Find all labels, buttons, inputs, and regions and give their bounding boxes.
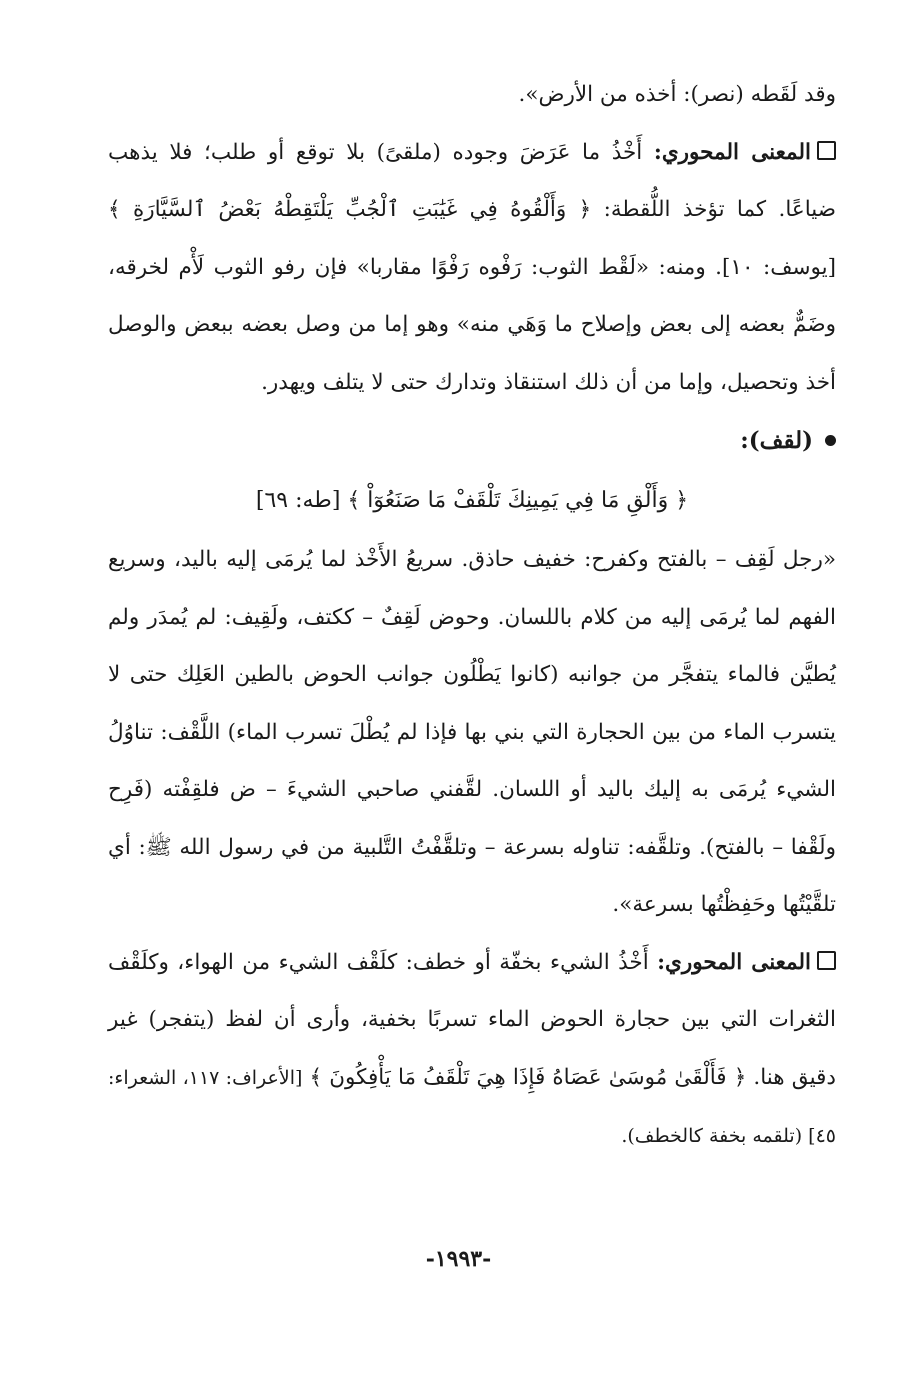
- quran-verse-text: ﴿ وَأَلْقِ مَا فِي يَمِينِكَ تَلْقَفْ مَا صَنَعُوٓاْ ﴾ [طه: ٦٩]: [255, 488, 689, 513]
- page-number: -١٩٩٣-: [425, 1246, 492, 1272]
- section-heading-text: (لقف):: [740, 427, 813, 454]
- paragraph-1-text: وقد لَقَطه (نصر): أخذه من الأرض».: [518, 82, 836, 107]
- square-bullet-icon: [817, 951, 836, 970]
- page-body: [108, 66, 836, 1166]
- quran-verse: [108, 471, 836, 531]
- paragraph-3: [108, 531, 836, 934]
- section-heading: [108, 411, 836, 471]
- paragraph-2-label: المعنى المحوري:: [653, 139, 811, 165]
- paragraph-2-text: أَخْذُ ما عَرَضَ وجوده (ملقىً) بلا توقع أو طلب؛ فلا يذهب ضياعًا. كما تؤخذ اللُّقطة: ﴿ وَأَلْقُوهُ فِي غَيَٰبَتِ ٱلْجُبِّ يَلْتَقِطْهُ بَعْضُ ٱلسَّيَّارَةِ ﴾ [يوسف: ١٠]. ومنه: «لَقْط الثوب: رَفْوه رَفْوًا مقاربا» فإن رفو الثوب لَأْم لخرقه، وضَمٌّ بعضه إلى بعض وإصلاح ما وَهَي منه» وهو إما من وصل بعضه ببعض والوصل أخذ وتحصيل، وإما من أن ذلك استنقاذ وتدارك حتى لا يتلف ويهدر.: [108, 139, 836, 395]
- paragraph-4-text: أَخْذُ الشيء بخفّة أو خطف: كلَقْف الشيء من الهواء، وكلَقْف الثغرات التي بين حجارة الحوض الماء تسربًا بخفية، وأرى أن لفظ (يتفجر) غير دقيق هنا. ﴿ فَأَلْقَىٰ مُوسَىٰ عَصَاهُ فَإِذَا هِيَ تَلْقَفُ مَا يَأْفِكُونَ ﴾: [108, 949, 837, 1090]
- paragraph-2: [108, 124, 836, 412]
- square-bullet-icon: [817, 141, 836, 160]
- paragraph-4: [108, 934, 836, 1166]
- round-bullet-icon: [825, 435, 836, 446]
- paragraph-4-reference: [الأعراف: ١١٧، الشعراء: ٤٥] (تلقمه بخفة كالخطف).: [108, 1066, 836, 1147]
- paragraph-1: [108, 66, 836, 124]
- paragraph-3-text: «رجل لَقِف – بالفتح وكفرح: خفيف حاذق. سريعُ الأَخْذ لما يُرمَى إليه باليد، وسريع الفهم لما يُرمَى إليه من كلام باللسان. وحوض لَقِفٌ – ككتف، ولَقِيف: لم يُمدَر ولم يُطيَّن فالماء يتفجَّر من جوانبه (كانوا يَطْلُون جوانب الحوض بالطين العَلِك حتى لا يتسرب الماء من بين الحجارة التي بني بها فإذا لم يُطْلَ تسرب الماء) اللَّقْف: تناوُلُ الشيء يُرمَى به إليك باليد أو اللسان. لقَّفني صاحبي الشيءَ – ض فلقِفْته (فَرِح ولَقْفا – بالفتح). وتلقَّفه: تناوله بسرعة – وتلقَّفْتُ التَّلبية من في رسول الله ﷺ: أي تلقَّيْتُها وحَفِظْتُها بسرعة».: [108, 547, 836, 917]
- paragraph-4-label: المعنى المحوري:: [657, 949, 812, 975]
